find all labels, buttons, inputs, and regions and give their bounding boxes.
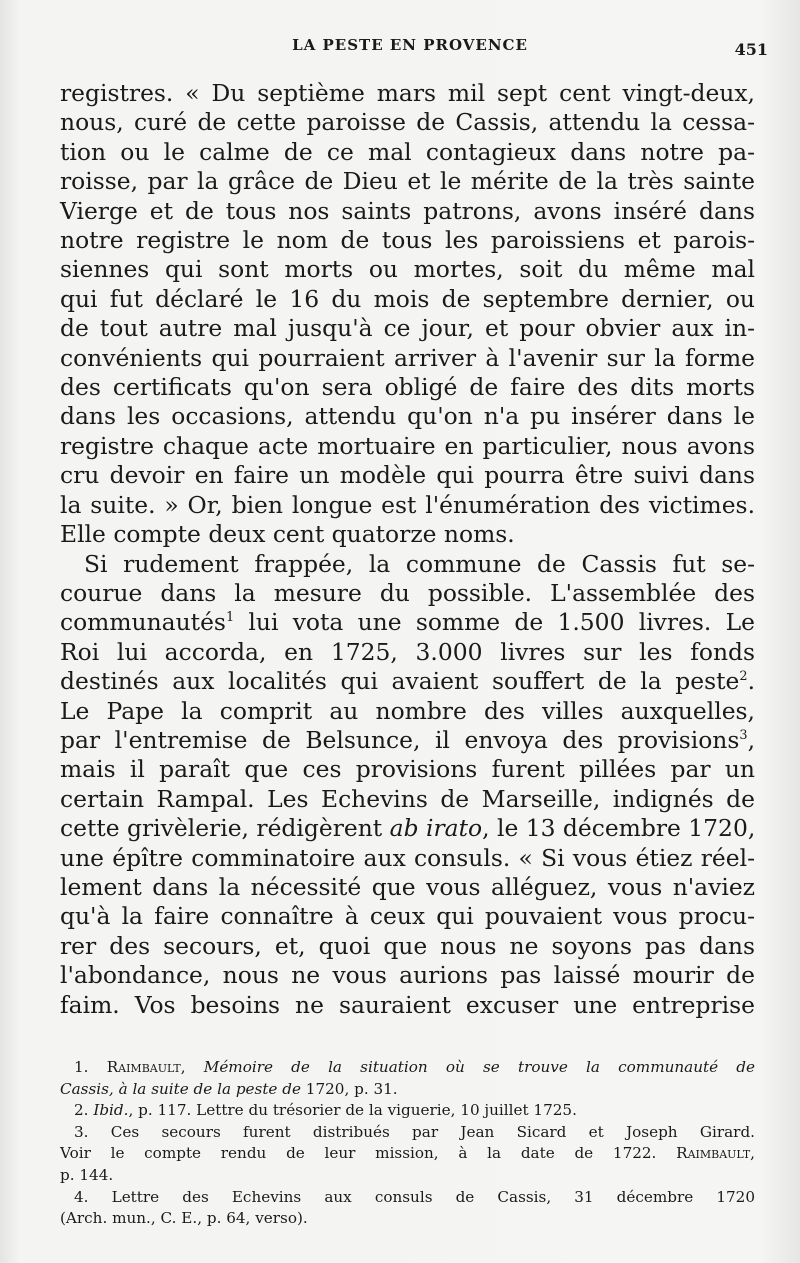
footnote-number: 3.: [74, 1122, 89, 1141]
text-line: notre registre le nom de tous les paroissiens et parois-: [60, 226, 755, 255]
footnote-text: Voir le compte rendu de leur mission, à la date de 1722.: [60, 1144, 657, 1163]
text-line: l'abondance, nous ne vous aurions pas laissé mourir de: [60, 961, 755, 990]
text-line: de tout autre mal jusqu'à ce jour, et pour obvier aux in-: [60, 314, 755, 343]
footnote-text: Lettre des Echevins aux consuls de Cassis, 31 décembre 1720: [111, 1187, 756, 1206]
text-line: dans les occasions, attendu qu'on n'a pu insérer dans le: [60, 402, 755, 431]
text-line: qui fut déclaré le 16 du mois de septembre dernier, ou: [60, 284, 755, 313]
footnote-3: [60, 1122, 755, 1144]
text-line: Si rudement frappée, la commune de Cassis fut se-: [84, 549, 755, 578]
page-number: 451: [734, 40, 768, 59]
footnote-author: Raimbault,: [676, 1144, 755, 1163]
text-line: courue dans la mesure du possible. L'assemblée des: [60, 578, 755, 607]
text-line: rer des secours, et, quoi que nous ne soyons pas dans: [60, 931, 755, 960]
footnote-text: Ces secours furent distribués par Jean Sicard et Joseph Girard.: [110, 1122, 755, 1141]
footnote-ibid: Ibid.: [93, 1101, 129, 1120]
footnote-ref[interactable]: 1: [225, 610, 235, 626]
text-line: nous, curé de cette paroisse de Cassis, attendu la cessa-: [60, 108, 755, 137]
footnote-ref[interactable]: 2: [739, 669, 748, 685]
text-line: mais il paraît que ces provisions furent pillées par un: [60, 755, 755, 784]
footnote-4: [60, 1187, 755, 1209]
text-fragment: , le 13 décembre 1720,: [482, 814, 756, 843]
text-line: convénients qui pourraient arriver à l'avenir sur la forme: [60, 343, 755, 372]
main-text: [60, 79, 755, 1020]
footnote-title: Mémoire de la situation où se trouve la communauté de: [203, 1058, 755, 1076]
footnote-author: Raimbault,: [106, 1058, 186, 1076]
text-line: roisse, par la grâce de Dieu et le mérite de la très sainte: [60, 167, 755, 196]
text-line: la suite. » Or, bien longue est l'énumération des victimes.: [60, 490, 755, 519]
footnote-text: , p. 117. Lettre du trésorier de la viguerie, 10 juillet 1725.: [128, 1101, 577, 1120]
footnote-3-page: p. 144.: [60, 1165, 114, 1184]
text-fragment: destinés aux localités qui avaient souffert de la peste: [60, 667, 740, 696]
text-line-with-italic: [60, 814, 755, 843]
text-line-with-note: [60, 608, 755, 637]
text-fragment: lui vota une somme de 1.500 livres. Le: [234, 608, 755, 637]
text-line: Vierge et de tous nos saints patrons, avons inséré dans: [60, 196, 755, 225]
text-fragment: .: [747, 667, 755, 696]
text-line: des certificats qu'on sera obligé de faire des dits morts: [60, 373, 755, 402]
text-fragment: communautés: [60, 608, 226, 637]
footnote-text: 1720, p. 31.: [300, 1079, 398, 1098]
footnote-3-cont: [60, 1143, 755, 1165]
text-line: registres. « Du septième mars mil sept cent vingt-deux,: [60, 79, 755, 107]
footnote-2: [60, 1100, 755, 1122]
text-line: Le Pape la comprit au nombre des villes auxquelles,: [60, 696, 755, 725]
italic-phrase: ab irato: [389, 814, 483, 843]
page-header: [60, 36, 768, 60]
text-line: Elle compte deux cent quatorze noms.: [60, 520, 515, 549]
text-line: siennes qui sont morts ou mortes, soit du même mal: [60, 255, 755, 284]
footnote-number: 1.: [74, 1058, 89, 1076]
footnote-1: [60, 1057, 755, 1079]
text-line-with-note: [60, 726, 755, 755]
footnote-1-cont: [60, 1079, 755, 1101]
text-line: registre chaque acte mortuaire en particulier, nous avons: [60, 431, 755, 460]
footnote-ref[interactable]: 3: [739, 727, 748, 743]
text-line: qu'à la faire connaître à ceux qui pouvaient vous procu-: [60, 902, 755, 931]
text-line-with-note: [60, 667, 755, 696]
text-line: Roi lui accorda, en 1725, 3.000 livres sur les fonds: [60, 637, 755, 666]
text-line: une épître comminatoire aux consuls. « Si vous étiez réel-: [60, 843, 755, 872]
text-line: faim. Vos besoins ne sauraient excuser une entreprise: [60, 990, 755, 1019]
text-line: certain Rampal. Les Echevins de Marseille, indignés de: [60, 784, 755, 813]
text-line: tion ou le calme de ce mal contagieux dans notre pa-: [60, 137, 755, 166]
footnote-number: 2.: [74, 1101, 89, 1120]
text-line: lement dans la nécessité que vous alléguez, vous n'aviez: [60, 872, 755, 901]
footnote-title: Cassis, à la suite de la peste de: [60, 1079, 301, 1098]
text-fragment: par l'entremise de Belsunce, il envoya des provisions: [60, 725, 740, 754]
text-line: cru devoir en faire un modèle qui pourra être suivi dans: [60, 461, 755, 490]
footnote-number: 4.: [74, 1187, 89, 1206]
footnotes: [60, 1057, 755, 1230]
text-fragment: cette grivèlerie, rédigèrent: [60, 814, 390, 843]
footnote-4-cont: (Arch. mun., C. E., p. 64, verso).: [60, 1209, 308, 1228]
running-head: LA PESTE EN PROVENCE: [292, 36, 528, 54]
text-fragment: ,: [747, 725, 755, 754]
